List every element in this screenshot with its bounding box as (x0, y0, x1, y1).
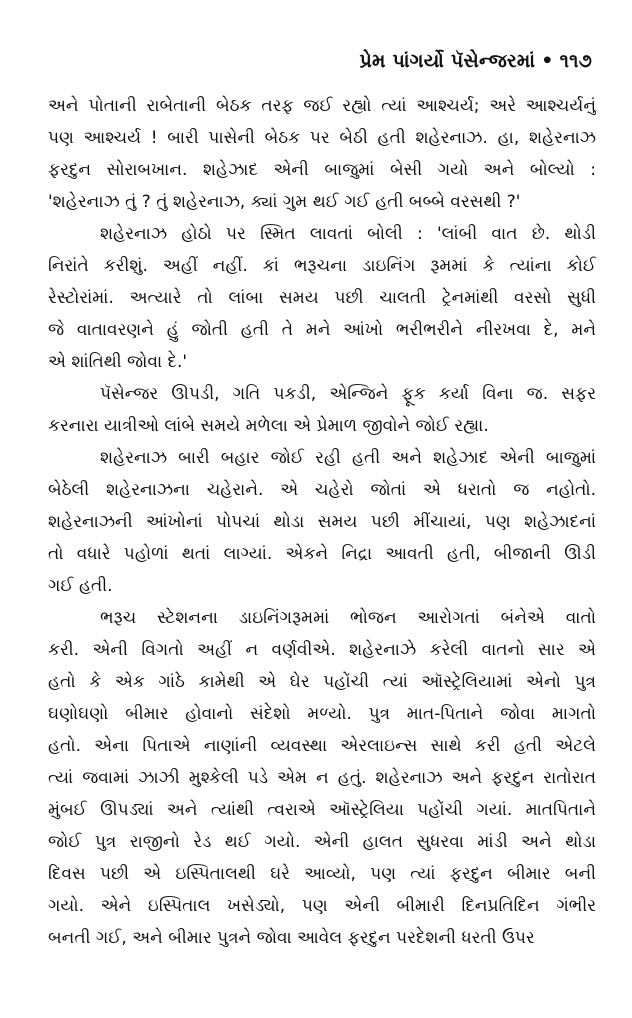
text-line-content: કરી. એની વિગતો અહીં ન વર્ણવીએ. શહેરનાઝે કરેલી વાતનો સાર એ (48, 640, 596, 660)
text-line (48, 442, 596, 474)
text-line-content: તો વધારે પહોળાં થતાં લાગ્યાં. એકને નિદ્રા આવતી હતી, બીજાની ઊડી (48, 544, 596, 564)
text-line (48, 250, 596, 282)
text-line (48, 602, 596, 634)
text-line-content: અને પોતાની રાબેતાની બેઠક તરફ જઈ રહ્યો ત્યાં આશ્ચર્ય; અરે આશ્ચર્યનું (48, 96, 596, 116)
text-line (48, 826, 596, 858)
text-line (48, 570, 596, 602)
text-line-content: નિરાંતે કરીશું. અહીં નહીં. કાં ભરૂચના ડાઇનિંગ રૂમમાં કે ત્યાંના કોઈ (48, 256, 596, 276)
paragraph (48, 442, 596, 602)
text-line-content: ભરૂચ સ્ટેશનના ડાઇનિંગરૂમમાં ભોજન આરોગતાં બંનેએ વાતો (100, 608, 596, 628)
text-line-content: ઘણોઘણો બીમાર હોવાનો સંદેશો મળ્યો. પુત્ર માત-પિતાને જોવા માગતો (48, 704, 596, 724)
paragraph (48, 90, 596, 218)
text-line (48, 858, 596, 890)
text-line-content: મુંબઈ ઊપડ્યાં અને ત્યાંથી ત્વરાએ ઑસ્ટ્રેલિયા પહોંચી ગયાં. માતપિતાને (48, 800, 596, 820)
paragraph (48, 218, 596, 378)
text-line (48, 506, 596, 538)
text-line (48, 698, 596, 730)
text-line-content: દિવસ પછી એ ઇસ્પિતાલથી ઘરે આવ્યો, પણ ત્યાં ફરદુન બીમાર બની (48, 864, 596, 884)
text-line-content: ગયો. એને ઇસ્પિતાલ ખસેડ્યો, પણ એની બીમારી દિનપ્રતિદિન ગંભીર (48, 896, 596, 916)
page-number: ૧૧૭ (559, 50, 592, 72)
text-line (48, 634, 596, 666)
chapter-title: પ્રેમ પાંગર્યો પૅસેન્જરમાં (359, 50, 536, 72)
text-line-content: હતો. એના પિતાએ નાણાંની વ્યવસ્થા એરલાઇન્સ સાથે કરી હતી એટલે (48, 736, 596, 756)
text-line-content: પૅસેન્જર ઊપડી, ગતિ પકડી, એન્જિને ફૂક કર્યા વિના જ. સફર (100, 384, 596, 404)
text-line-content: ત્યાં જવામાં ઝાઝી મુશ્કેલી પડે એમ ન હતું. શહેરનાઝ અને ફરદુન રાતોરાત (48, 768, 596, 788)
text-line-content: શહેરનાઝ બારી બહાર જોઈ રહી હતી અને શહેઝાદ એની બાજુમાં (100, 448, 596, 468)
text-line-content: બેઠેલી શહેરનાઝના ચહેરાને. એ ચહેરો જોતાં એ ધરાતો જ નહોતો. (48, 480, 596, 500)
text-line-content: જોઈ પુત્ર રાજીનો રેડ થઈ ગયો. એની હાલત સુધરવા માંડી અને થોડા (48, 832, 596, 852)
text-line-content: બનતી ગઈ, અને બીમાર પુત્રને જોવા આવેલ ફરદુન પરદેશની ધરતી ઉપર (48, 928, 535, 948)
text-line (48, 794, 596, 826)
text-line (48, 186, 596, 218)
text-line (48, 410, 596, 442)
text-line (48, 666, 596, 698)
text-line-content: શહેરનાઝની આંખોનાં પોપચાં થોડા સમય પછી મીંચાયાં, પણ શહેઝાદનાં (48, 512, 596, 532)
text-line (48, 378, 596, 410)
text-line-content: જે વાતાવરણને હું જોતી હતી તે મને આંખો ભરીભરીને નીરખવા દે, મને (48, 320, 596, 340)
text-line-content: હતો કે એક ગાંઠે કામેથી એ ઘેર પહોંચી ત્યાં ઑસ્ટ્રેલિયામાં એનો પુત્ર (48, 672, 596, 692)
text-line (48, 90, 596, 122)
text-line (48, 314, 596, 346)
text-line-content: ફરદુન સોરાબખાન. શહેઝાદ એની બાજુમાં બેસી ગયો અને બોલ્યો : (48, 160, 596, 180)
body-text (48, 90, 596, 954)
running-header (360, 50, 592, 72)
text-line (48, 474, 596, 506)
text-line (48, 154, 596, 186)
text-line (48, 730, 596, 762)
paragraph (48, 602, 596, 954)
text-line-content: એ શાંતિથી જોવા દે.' (48, 352, 188, 372)
text-line (48, 762, 596, 794)
text-line-content: કરનારા યાત્રીઓ લાંબે સમયે મળેલા એ પ્રેમાળ જીવોને જોઈ રહ્યા. (48, 416, 489, 436)
text-line-content: ગઈ હતી. (48, 576, 113, 596)
text-line (48, 538, 596, 570)
text-line-content: પણ આશ્ચર્ય ! બારી પાસેની બેઠક પર બેઠી હતી શહેરનાઝ. હા, શહેરનાઝ (48, 128, 596, 148)
text-line (48, 346, 596, 378)
text-line (48, 282, 596, 314)
header-separator: • (541, 50, 554, 72)
text-line (48, 218, 596, 250)
text-line (48, 122, 596, 154)
text-line-content: 'શહેરનાઝ તું ? તું શહેરનાઝ, ક્યાં ગુમ થઈ ગઈ હતી બબ્બે વરસથી ?' (48, 192, 521, 212)
text-line-content: શહેરનાઝ હોઠો પર સ્મિત લાવતાં બોલી : 'લાંબી વાત છે. થોડી (100, 224, 596, 244)
text-line-content: રેસ્ટોરાંમાં. અત્યારે તો લાંબા સમય પછી ચાલતી ટ્રેનમાંથી વરસો સુધી (48, 288, 596, 308)
text-line (48, 922, 596, 954)
text-line (48, 890, 596, 922)
paragraph (48, 378, 596, 442)
